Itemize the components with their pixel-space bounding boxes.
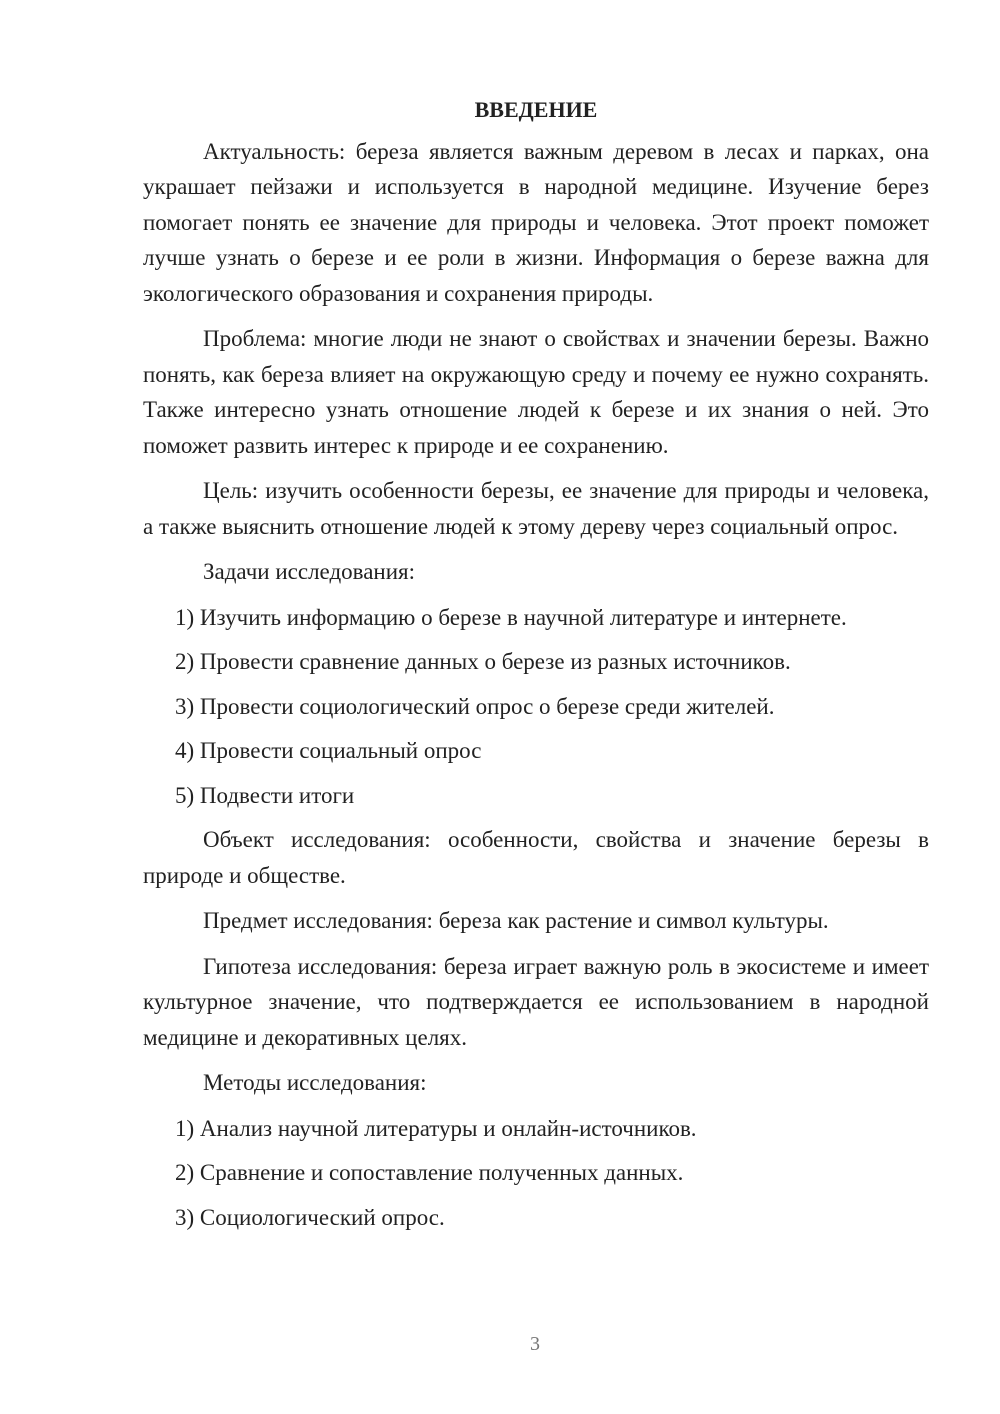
hypothesis-paragraph: Гипотеза исследования: береза играет важную роль в экосистеме и имеет культурное значение, что подтверждается ее использованием в народной медицине и декоративных целях. (143, 953, 929, 1050)
list-item: 5) Подвести итоги (175, 782, 355, 808)
subject-paragraph: Предмет исследования: береза как растение и символ культуры. (203, 908, 829, 933)
section-title: ВВЕДЕНИЕ (474, 97, 598, 122)
methods-list (143, 1111, 929, 1236)
page-number: 3 (530, 1333, 540, 1355)
tasks-heading: Задачи исследования: (203, 559, 416, 584)
problem-paragraph: Проблема: многие люди не знают о свойствах и значении березы. Важно понять, как береза влияет на окружающую среду и почему ее нужно сохранять. Также интересно узнать отношение людей к березе и их знания о ней. Это поможет развить интерес к природе и ее сохранению. (143, 326, 929, 458)
methods-heading: Методы исследования: (203, 1070, 427, 1095)
list-item: 2) Провести сравнение данных о березе из разных источников. (175, 649, 791, 674)
relevance-paragraph: Актуальность: береза является важным деревом в лесах и парках, она украшает пейзажи и используется в народной медицине. Изучение берез помогает понять ее значение для природы и человека. Этот проект поможет лучше узнать о березе и ее роли в жизни. Информация о березе важна для экологического образования и сохранения природы. (143, 138, 929, 306)
object-paragraph: Объект исследования: особенности, свойства и значение березы в природе и обществе. (143, 827, 929, 888)
goal-paragraph: Цель: изучить особенности березы, ее значение для природы и человека, а также выяснить отношение людей к этому дереву через социальный опрос. (143, 478, 929, 539)
list-item: 1) Анализ научной литературы и онлайн-источников. (175, 1115, 697, 1141)
document-page (143, 92, 929, 1244)
list-item: 3) Провести социологический опрос о березе среди жителей. (175, 693, 775, 719)
list-item: 4) Провести социальный опрос (175, 738, 482, 763)
list-item: 1) Изучить информацию о березе в научной литературе и интернете. (175, 604, 847, 630)
tasks-list (143, 600, 929, 814)
list-item: 2) Сравнение и сопоставление полученных данных. (175, 1160, 684, 1185)
list-item: 3) Социологический опрос. (175, 1204, 445, 1230)
